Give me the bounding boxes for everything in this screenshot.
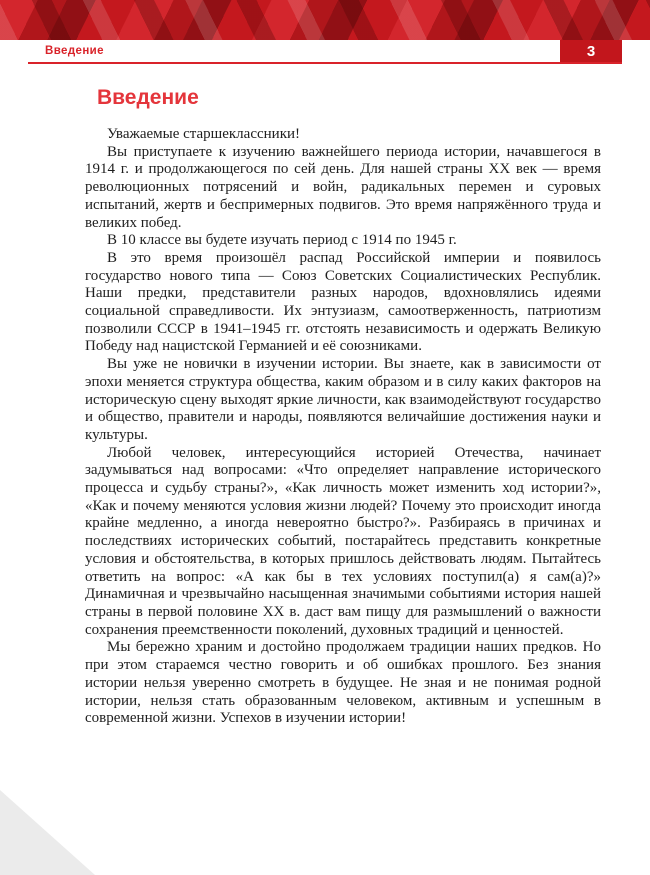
page-content <box>85 86 601 728</box>
paragraph: Вы уже не новички в изучении истории. Вы знаете, как в зависимости от эпохи меняется структура общества, каким образом и в силу каких факторов на историческую сцену выходят яркие личности, как взаимодействуют государство и общество, правители и народы, появляются величайшие достижения науки и культуры. <box>85 356 601 443</box>
paragraph: Любой человек, интересующийся историей Отечества, начинает задумываться над вопросами: «Что определяет направление исторического процесса и судьбу страны?», «Как личность может изменить ход истории?», «Как и почему меняются условия жизни людей? Почему это происходит иногда крайне медленно, а иногда невероятно быстро?». Разбираясь в причинах и последствиях исторических событий, постарайтесь представить конкретные условия и обстоятельства, в которых пришлось действовать людям. Пытайтесь ответить на вопрос: «А как бы в тех условиях поступил(а) я сам(а)?» Динамичная и чрезвычайно насыщенная значимыми событиями история нашей страны в первой половине XX в. даст вам пищу для размышлений о важности сохранения преемственности поколений, духовных традиций и ценностей. <box>85 444 601 638</box>
chapter-title: Введение <box>97 86 199 109</box>
running-header <box>45 40 104 62</box>
paragraph: Вы приступаете к изучению важнейшего периода истории, начавшегося в 1914 г. и продолжающегося по сей день. Для нашей страны XX век — время революционных потрясений и войн, радикальных перемен и суровых испытаний, жертв и беспримерных подвигов. Это время напряжённого труда и великих побед. <box>85 143 601 231</box>
paragraph: Мы бережно храним и достойно продолжаем традиции наших предков. Но при этом стараемся честно говорить и об ошибках прошлого. Без знания истории нельзя уверенно смотреть в будущее. Не зная и не понимая родной истории, нельзя стать образованным человеком, активным и успешным в современной жизни. Успехов в изучении истории! <box>85 639 601 727</box>
page-number-tab <box>560 40 622 63</box>
corner-decoration <box>0 790 95 875</box>
page-number: 3 <box>586 43 596 60</box>
decorative-header-band <box>0 0 650 40</box>
paragraph-greeting: Уважаемые старшеклассники! <box>107 126 301 142</box>
running-title: Введение <box>45 45 104 57</box>
paragraph: В это время произошёл распад Российской империи и появилось государство нового типа — Союз Советских Социалистических Республик. Наши предки, представители разных народов, вдохновлялись идеями социальной справедливости. Их энтузиазм, самоотверженность, патриотизм позволили СССР в 1941–1945 гг. отстоять независимость и одержать Великую Победу над нацистской Германией и её союзниками. <box>85 249 601 355</box>
header-rule <box>28 62 622 64</box>
paragraph: В 10 классе вы будете изучать период с 1914 по 1945 г. <box>107 232 457 249</box>
